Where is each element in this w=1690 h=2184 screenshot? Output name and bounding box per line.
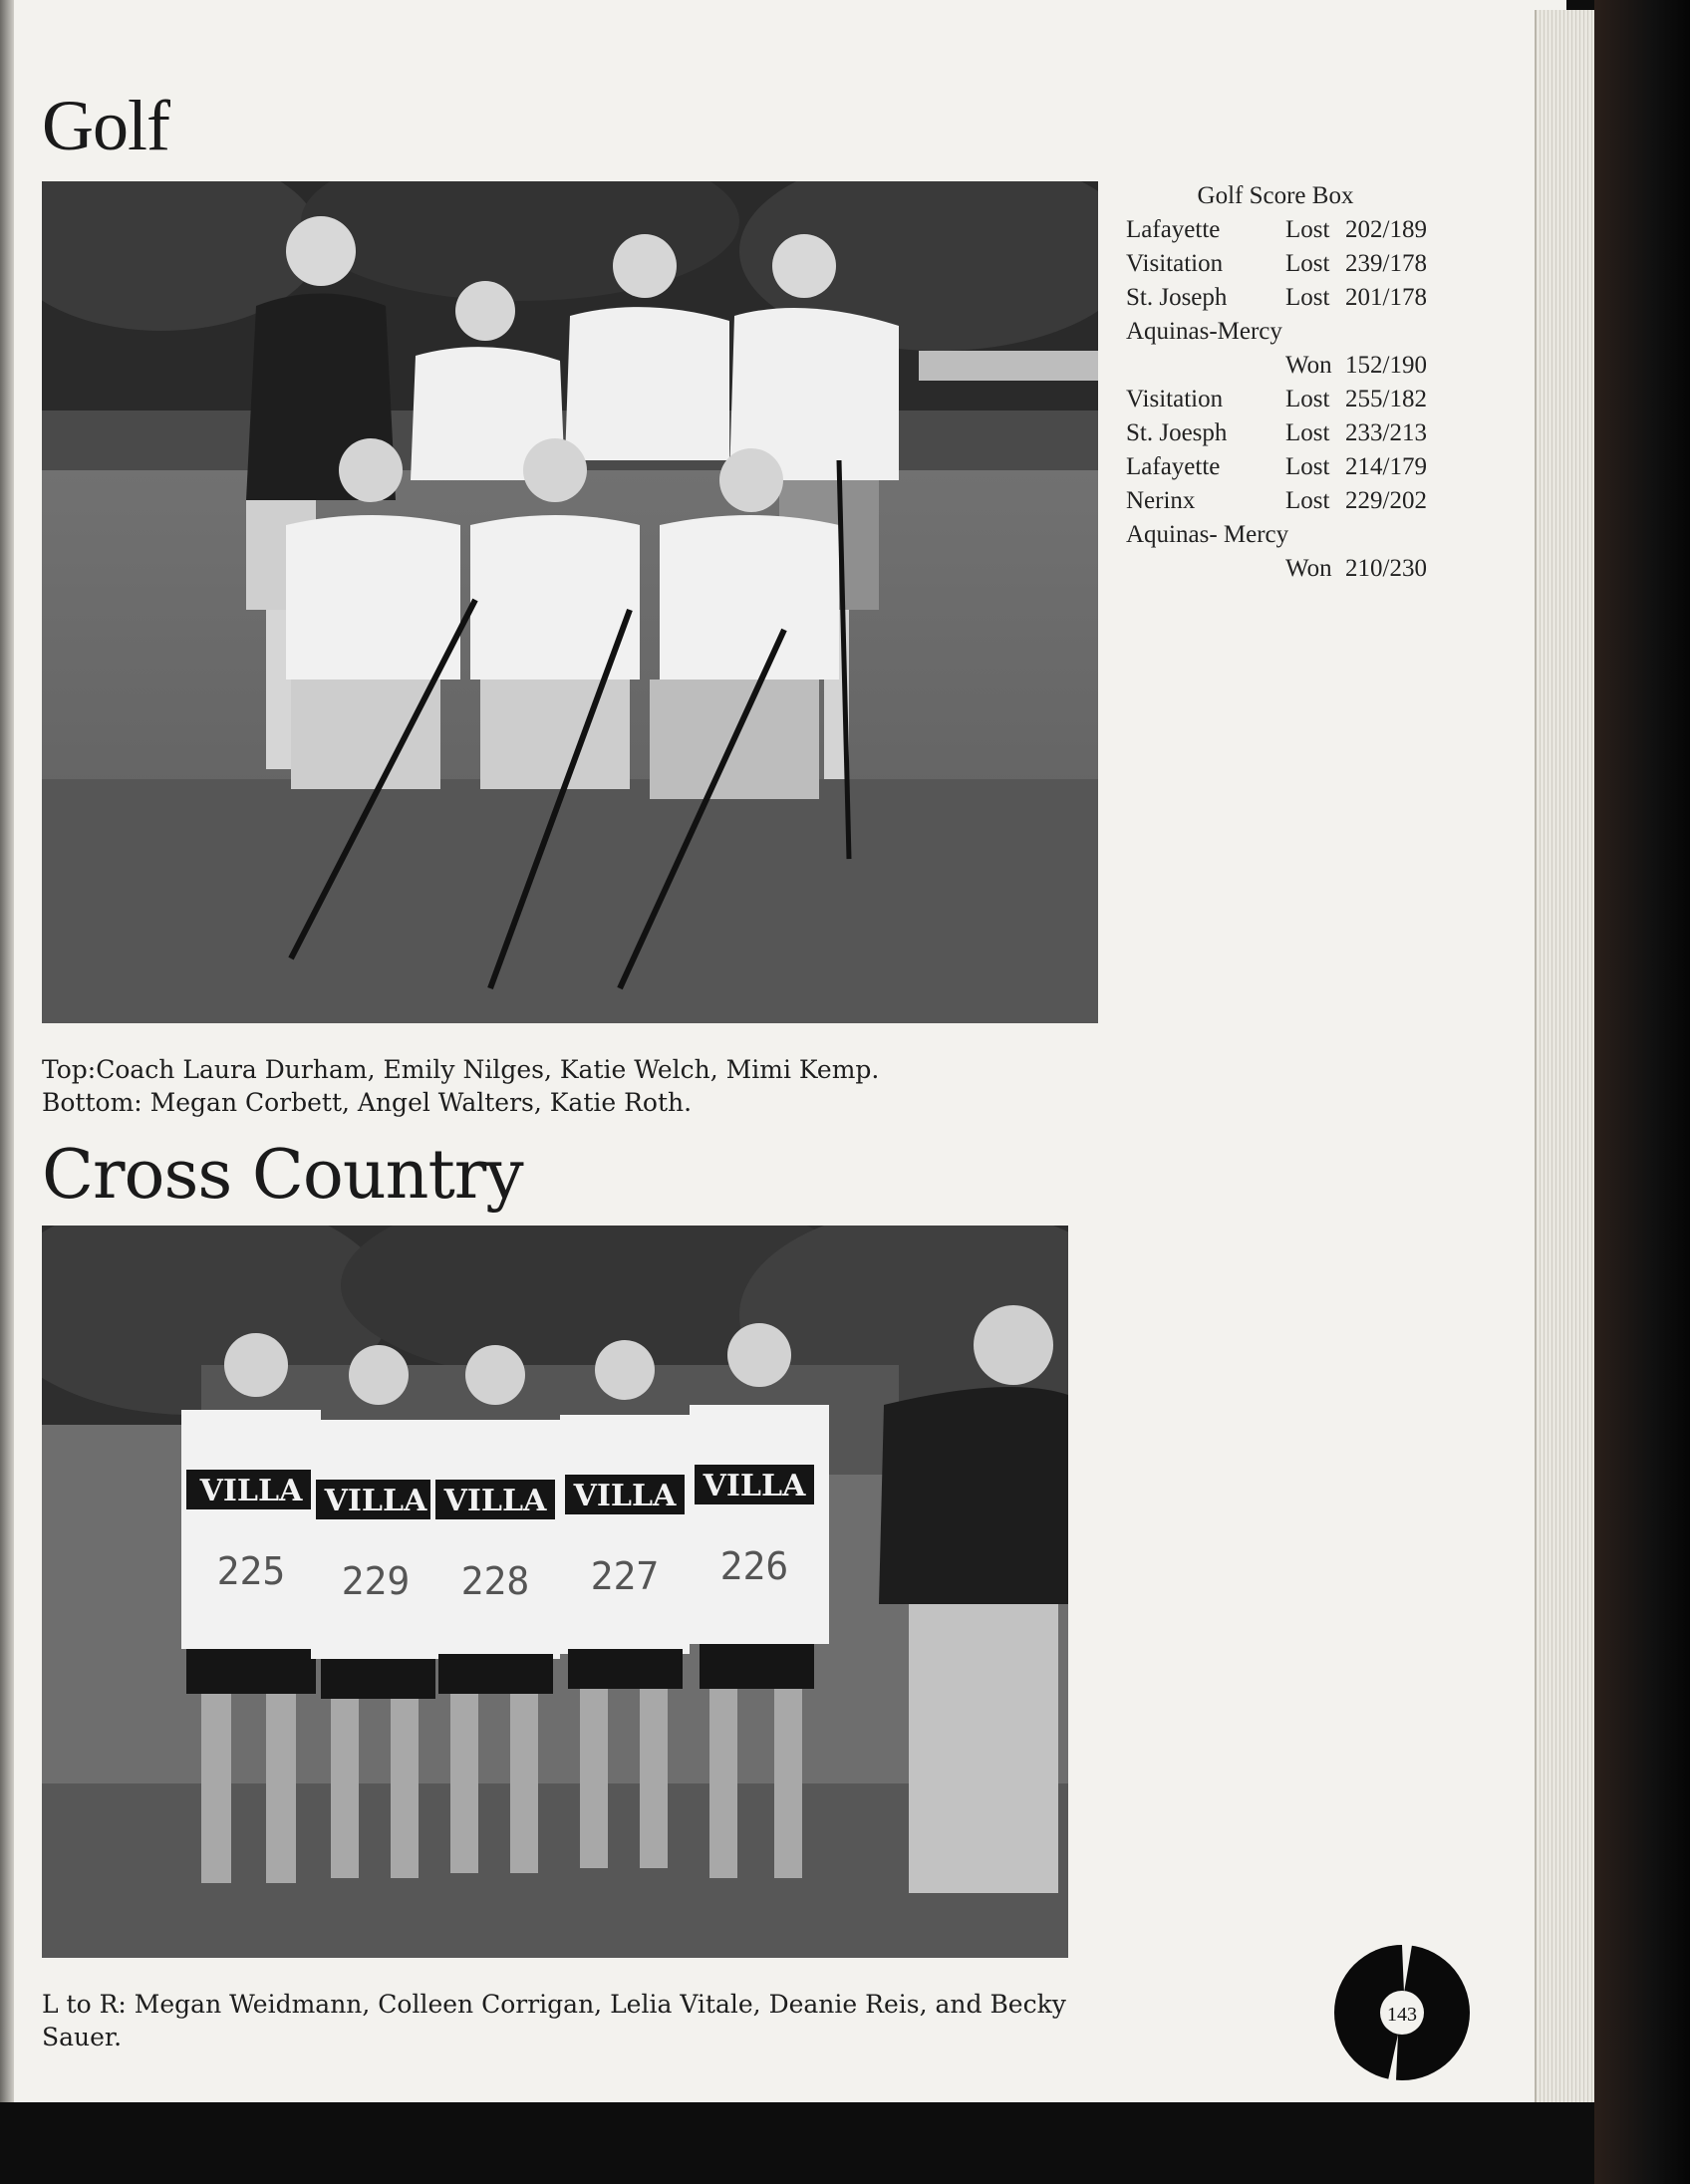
score-team: St. Joseph (1126, 284, 1228, 311)
score-result: Won (1285, 555, 1332, 582)
golf-section-title: Golf (42, 86, 169, 165)
score-result: Lost (1285, 419, 1330, 446)
score-row (1126, 281, 1465, 315)
golf-score-box (1126, 179, 1465, 586)
score-result: Lost (1285, 386, 1330, 412)
score-value: 229/202 (1345, 487, 1427, 514)
score-result: Lost (1285, 250, 1330, 277)
bib-number: 227 (590, 1554, 660, 1598)
score-team: Aquinas-Mercy (1126, 318, 1282, 345)
bib-number: 228 (460, 1559, 530, 1603)
score-value: 210/230 (1345, 555, 1427, 582)
page-number-record-icon (1332, 1943, 1472, 2082)
bib-number: 226 (719, 1544, 789, 1588)
bib-number: 225 (216, 1549, 286, 1593)
score-result: Lost (1285, 284, 1330, 311)
cross-country-section-title: Cross Country (42, 1136, 523, 1215)
page-number: 143 (1387, 2004, 1417, 2026)
bib-number: 229 (341, 1559, 411, 1603)
score-value: 214/179 (1345, 453, 1427, 480)
page-edge-stack (1535, 10, 1596, 2102)
score-result: Won (1285, 352, 1332, 379)
golf-caption-top: Top:Coach Laura Durham, Emily Nilges, Katie Welch, Mimi Kemp. (42, 1055, 880, 1084)
score-row (1126, 349, 1465, 383)
score-value: 201/178 (1345, 284, 1427, 311)
score-box-title: Golf Score Box (1197, 182, 1354, 209)
score-row (1126, 383, 1465, 416)
score-row (1126, 247, 1465, 281)
score-team: Nerinx (1126, 487, 1196, 514)
score-value: 152/190 (1345, 352, 1427, 379)
score-value: 202/189 (1345, 216, 1427, 243)
score-value: 233/213 (1345, 419, 1427, 446)
score-value: 239/178 (1345, 250, 1427, 277)
score-result: Lost (1285, 216, 1330, 243)
score-row (1126, 450, 1465, 484)
score-row (1126, 416, 1465, 450)
score-result: Lost (1285, 487, 1330, 514)
score-row (1126, 484, 1465, 518)
golf-photo-caption (42, 1053, 1098, 1119)
jersey-text: VILLA (324, 1484, 427, 1518)
score-result: Lost (1285, 453, 1330, 480)
score-team: Aquinas- Mercy (1126, 521, 1289, 548)
jersey-text: VILLA (199, 1474, 303, 1508)
score-row (1126, 552, 1465, 586)
cross-country-team-photo (42, 1226, 1068, 1958)
score-value: 255/182 (1345, 386, 1427, 412)
score-row (1126, 213, 1465, 247)
jersey-text: VILLA (703, 1469, 806, 1503)
score-team: Visitation (1126, 386, 1224, 412)
golf-caption-bottom: Bottom: Megan Corbett, Angel Walters, Katie Roth. (42, 1088, 693, 1117)
cross-country-photo-caption: L to R: Megan Weidmann, Colleen Corrigan, Lelia Vitale, Deanie Reis, and Becky Sauer. (42, 1990, 1066, 2051)
score-team: Lafayette (1126, 453, 1221, 480)
score-team: Visitation (1126, 250, 1224, 277)
score-team: St. Joesph (1126, 419, 1228, 446)
score-team: Lafayette (1126, 216, 1221, 243)
jersey-text: VILLA (573, 1479, 677, 1513)
golf-team-photo (42, 181, 1098, 1023)
page-gutter-shadow (0, 0, 14, 2102)
jersey-text: VILLA (443, 1484, 547, 1518)
book-binding (1594, 0, 1690, 2184)
